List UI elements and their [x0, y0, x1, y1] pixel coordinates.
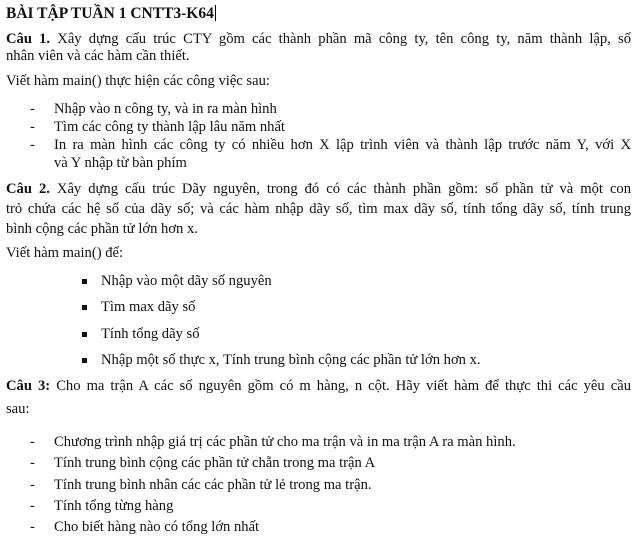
dash-bullet: -: [30, 119, 35, 135]
square-bullet-icon: [82, 305, 87, 310]
q3-line-2: sau:: [6, 401, 30, 417]
dash-bullet: -: [30, 519, 35, 535]
q2-label: Câu 2.: [6, 181, 50, 197]
q2-line-1: [6, 181, 631, 198]
dash-bullet: -: [30, 434, 35, 450]
q2-item-2-text: Tìm max dãy số: [101, 299, 196, 315]
title-text: BÀI TẬP TUẦN 1 CNTT3-K64: [6, 5, 214, 22]
q1-item-3-text-cont: và Y nhập từ bàn phím: [54, 155, 187, 171]
q1-label: Câu 1.: [6, 31, 51, 47]
q1-item-1-text: Nhập vào n công ty, và in ra màn hình: [54, 101, 277, 117]
q3-item-4-text: Tính tổng từng hàng: [54, 498, 174, 514]
q2-line-1-text: Xây dựng cấu trúc Dãy nguyên, trong đó có các thành phần gồm: số phần tử và một con: [56, 181, 632, 197]
q3-line-1: [6, 378, 631, 395]
q2-line-2: trỏ chứa các hệ số của dãy số; và các hàm nhập dãy số, tìm max dãy số, tính tổng dãy số, tính trung: [6, 201, 631, 217]
square-bullet-icon: [82, 332, 87, 337]
q1-item-3-text: In ra màn hình các công ty có nhiều hơn X lập trình viên và thành lập trước năm Y, với X: [54, 137, 631, 153]
dash-bullet: -: [30, 498, 35, 514]
document-title: [6, 5, 216, 22]
q3-item-2-text: Tính trung bình cộng các phần tử chẵn trong ma trận A: [54, 455, 376, 471]
q2-item-3-text: Tính tổng dãy số: [101, 326, 200, 342]
q1-line-2: nhân viên và các hàm cần thiết.: [6, 48, 190, 64]
text-cursor: [215, 5, 216, 21]
dash-bullet: -: [30, 477, 35, 493]
dash-bullet: -: [30, 101, 35, 117]
dash-bullet: -: [30, 137, 35, 153]
q3-label: Câu 3:: [6, 378, 51, 394]
q2-item-4-text: Nhập một số thực x, Tính trung bình cộng các phần tử lớn hơn x.: [101, 352, 481, 368]
q2-line-3: bình cộng các phần tử lớn hơn x.: [6, 221, 198, 237]
q1-item-2-text: Tìm các công ty thành lập lâu năm nhất: [54, 119, 285, 135]
q3-line-1-text: Cho ma trận A các số nguyên gồm có m hàng, n cột. Hãy viết hàm để thực thi các yêu cầu: [56, 378, 631, 394]
q2-intro: Viết hàm main() để:: [6, 245, 124, 261]
q3-item-1-text: Chương trình nhập giá trị các phần tử cho ma trận và in ma trận A ra màn hình.: [54, 434, 516, 450]
q1-line-1: [6, 31, 631, 48]
q3-item-5-text: Cho biết hàng nào có tổng lớn nhất: [54, 519, 260, 535]
dash-bullet: -: [30, 455, 35, 471]
q3-item-3-text: Tính trung bình nhân các các phần tử lẻ trong ma trận.: [54, 477, 372, 493]
square-bullet-icon: [82, 358, 87, 363]
square-bullet-icon: [82, 279, 87, 284]
q1-line-1-text: Xây dựng cấu trúc CTY gồm các thành phần mã công ty, tên công ty, năm thành lập, số: [57, 31, 631, 47]
q1-intro: Viết hàm main() thực hiện các công việc sau:: [6, 73, 270, 89]
q2-item-1-text: Nhập vào một dãy số nguyên: [101, 273, 272, 289]
